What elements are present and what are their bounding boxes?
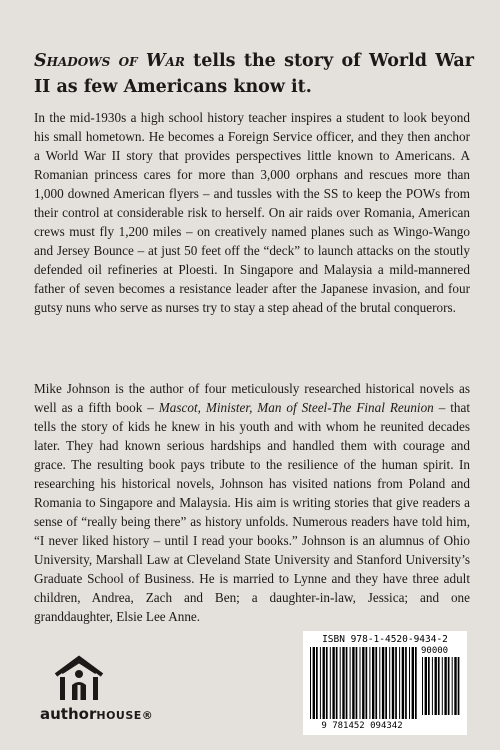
barcode-bar — [372, 647, 374, 719]
headline — [34, 48, 474, 100]
publisher-logo — [40, 655, 160, 735]
author-bio-paragraph — [34, 379, 470, 626]
barcode-bar — [310, 647, 311, 719]
barcode-bar — [366, 647, 368, 719]
barcode-bar — [399, 647, 400, 719]
barcode-bar — [409, 647, 410, 719]
headline-tagline: tells the story of World War II as few Americans know it. — [34, 51, 474, 97]
barcode-bar — [340, 647, 341, 719]
barcode-bar — [389, 647, 390, 719]
ean-barcode — [309, 647, 419, 721]
price-code: 90000 — [421, 646, 449, 656]
isbn-barcode — [303, 631, 467, 735]
synopsis-paragraph: In the mid-1930s a high school history teacher inspires a student to look beyond his small hometown. He becomes a Foreign Service officer, and they then anchor a World War II story that provides perspectives little known to Americans. A Romanian princess cares for more than 3,000 orphans and rescues more than 1,000 downed American flyers – and tussles with the SS to keep the POWs from their control at considerable risk to herself. On air raids over Romania, American crews must fly 1,200 miles – on creatively named planes such as Wingo-Wango and Jersey Bounce – at just 50 feet off the “deck” to launch attacks on the stoutly defended oil refineries at Ploesti. In Singapore and Malaysia a mild-mannered father of seven becomes a resistance leader after the Japanese invasion, and four gutsy nuns who serve as nurses try to stay a step ahead of the brutal conquerors. — [34, 110, 470, 315]
house-with-person-logo-icon — [52, 655, 106, 703]
barcode-bar — [395, 647, 397, 719]
barcode-bar — [405, 647, 407, 719]
barcode-bar — [369, 647, 370, 719]
bio-text-part1: Mike Johnson is the author of four meticulously researched historical novels as well as a fifth book – — [34, 381, 470, 415]
barcode-bar — [412, 647, 414, 719]
barcode-bar — [316, 647, 318, 719]
registered-mark: ® — [141, 709, 154, 722]
barcode-bar — [336, 647, 338, 719]
barcode-bar — [352, 647, 354, 719]
barcode-bar — [402, 647, 404, 719]
bio-text-part2: – that tells the story of kids he knew in his youth and with whom he reunited decades later. They had known serious hardships and handled them with courage and grace. The resulting book pays tribute to the resilience of the human spirit. In researching his historical novels, Johnson has visited nations from Poland and Romania to Singapore and Malaysia. His aim is writing stories that give readers a sense of “really being there” as history unfolds. Numerous readers have told him, “I never liked history – until I read your books.” Johnson is an alumnus of Ohio University, Marshall Law at Cleveland State University and Stanford University’s Graduate School of Business. He is married to Lynne and they have three adult children, Andrea, Zach and Ben; a daughter-in-law, Jessica; and one granddaughter, Elsie Lee Anne. — [34, 400, 470, 624]
barcode-bar — [323, 647, 325, 719]
barcode-bar — [442, 657, 443, 715]
barcode-bar — [346, 647, 348, 719]
barcode-digits: 9 781452 094342 — [321, 721, 403, 731]
barcode-bar — [458, 657, 460, 715]
barcode-bar — [422, 657, 423, 715]
barcode-bar — [425, 657, 427, 715]
barcode-bar — [392, 647, 394, 719]
barcode-bar — [438, 657, 440, 715]
barcode-bar — [448, 657, 450, 715]
barcode-bar — [313, 647, 315, 719]
barcode-bar — [382, 647, 384, 719]
publisher-name-part2: HOUSE — [96, 709, 142, 722]
barcode-bar — [330, 647, 331, 719]
barcode-bar — [415, 647, 417, 719]
bio-other-book-title: Mascot, Minister, Man of Steel-The Final Reunion — [158, 400, 434, 415]
price-barcode — [421, 657, 461, 717]
barcode-bar — [452, 657, 453, 715]
barcode-bar — [428, 657, 430, 715]
barcode-bar — [362, 647, 364, 719]
barcode-bar — [360, 647, 361, 719]
barcode-bar — [379, 647, 380, 719]
barcode-bar — [342, 647, 344, 719]
barcode-bar — [375, 647, 377, 719]
barcode-bar — [435, 657, 437, 715]
barcode-bar — [356, 647, 358, 719]
barcode-bar — [350, 647, 351, 719]
barcode-bar — [385, 647, 387, 719]
barcode-bar — [320, 647, 321, 719]
barcode-bar — [444, 657, 446, 715]
isbn-number: ISBN 978-1-4520-9434-2 — [322, 634, 448, 645]
barcode-bar — [432, 657, 433, 715]
barcode-bar — [326, 647, 328, 719]
publisher-name-part1: author — [40, 705, 97, 723]
barcode-bar — [454, 657, 456, 715]
barcode-bar — [332, 647, 334, 719]
book-title: Shadows of War — [34, 51, 185, 71]
publisher-name — [40, 705, 153, 723]
